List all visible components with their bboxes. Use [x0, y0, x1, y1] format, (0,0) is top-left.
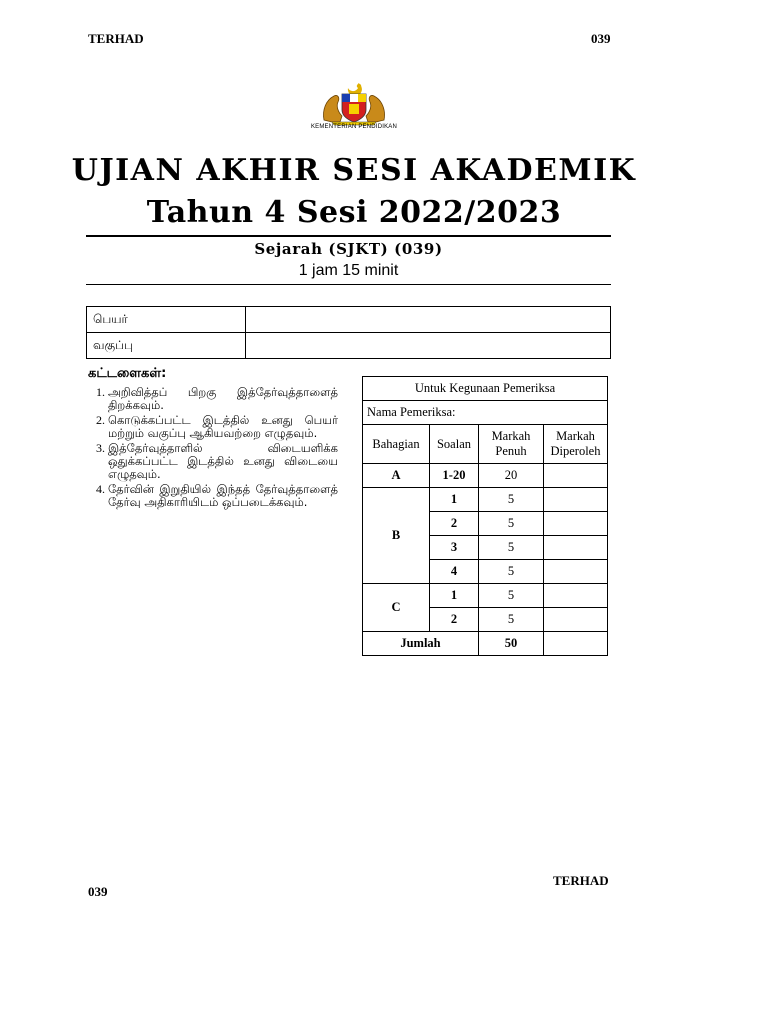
ministry-caption: KEMENTERIAN PENDIDIKAN [310, 124, 398, 130]
full-marks-cell: 5 [479, 584, 544, 608]
table-row [363, 584, 608, 608]
full-marks-cell: 5 [479, 536, 544, 560]
table-row [363, 464, 608, 488]
exam-title: UJIAN AKHIR SESI AKADEMIK [71, 153, 637, 188]
column-header-question: Soalan [430, 425, 479, 464]
question-cell: 1 [430, 584, 479, 608]
exam-duration: 1 jam 15 minit [298, 262, 399, 279]
full-marks-cell: 5 [479, 488, 544, 512]
full-marks-cell: 5 [479, 560, 544, 584]
instruction-item: 2. கொடுக்கப்பட்ட இடத்தில் உனது பெயர் மற்றும் வகுப்பு ஆகியவற்றை எழுதவும். [108, 414, 338, 440]
total-label: Jumlah [363, 632, 479, 656]
student-class-row [87, 333, 611, 359]
footer-restricted-label: TERHAD [553, 873, 609, 888]
instructions-heading: கட்டளைகள்: [88, 366, 167, 381]
instruction-item: 3. இத்தேர்வுத்தாளில் விடையளிக்க ஒதுக்கப்பட்ட இடத்தில் உனது விடையை எழுதவும். [108, 442, 338, 481]
obtained-marks-cell[interactable] [544, 464, 608, 488]
question-cell: 1 [430, 488, 479, 512]
question-cell: 1-20 [430, 464, 479, 488]
column-header-full-marks: Markah Penuh [479, 425, 544, 464]
title-divider-top [86, 235, 611, 237]
student-class-label: வகுப்பு [87, 333, 246, 359]
ministry-crest-icon [318, 80, 390, 126]
full-marks-cell: 20 [479, 464, 544, 488]
examiner-name-field[interactable]: Nama Pemeriksa: [363, 401, 608, 425]
header-paper-code: 039 [591, 31, 611, 46]
obtained-marks-cell[interactable] [544, 584, 608, 608]
exam-subject: Sejarah (SJKT) (039) [254, 240, 443, 258]
full-marks-cell: 5 [479, 512, 544, 536]
obtained-marks-cell[interactable] [544, 512, 608, 536]
instruction-item: 4. தேர்வின் இறுதியில் இந்தத் தேர்வுத்தாளைத் தேர்வு அதிகாரியிடம் ஒப்படைக்கவும். [108, 483, 338, 509]
table-row [363, 488, 608, 512]
header-restricted-label: TERHAD [88, 31, 144, 46]
obtained-marks-cell[interactable] [544, 608, 608, 632]
examiner-marks-table [362, 376, 608, 656]
section-cell: A [363, 464, 430, 488]
total-row [363, 632, 608, 656]
obtained-marks-cell[interactable] [544, 560, 608, 584]
full-marks-cell: 5 [479, 608, 544, 632]
obtained-marks-cell[interactable] [544, 488, 608, 512]
instruction-item: 1. அறிவித்தப் பிறகு இத்தேர்வுத்தாளைத் திறக்கவும். [108, 386, 338, 412]
question-cell: 2 [430, 608, 479, 632]
column-header-section: Bahagian [363, 425, 430, 464]
question-cell: 4 [430, 560, 479, 584]
total-full-marks: 50 [479, 632, 544, 656]
exam-year-session: Tahun 4 Sesi 2022/2023 [146, 195, 562, 230]
instructions-list [92, 386, 338, 511]
examiner-table-title: Untuk Kegunaan Pemeriksa [363, 377, 608, 401]
question-cell: 3 [430, 536, 479, 560]
student-name-row [87, 307, 611, 333]
question-cell: 2 [430, 512, 479, 536]
section-cell: B [363, 488, 430, 584]
student-name-label: பெயர் [87, 307, 246, 333]
student-class-field[interactable] [246, 333, 611, 359]
student-name-field[interactable] [246, 307, 611, 333]
obtained-marks-cell[interactable] [544, 536, 608, 560]
column-header-obtained-marks: Markah Diperoleh [544, 425, 608, 464]
footer-paper-code: 039 [88, 884, 108, 899]
total-obtained-marks[interactable] [544, 632, 608, 656]
section-cell: C [363, 584, 430, 632]
table-header-row [363, 425, 608, 464]
student-info-table [86, 306, 611, 359]
title-divider-bottom [86, 284, 611, 285]
